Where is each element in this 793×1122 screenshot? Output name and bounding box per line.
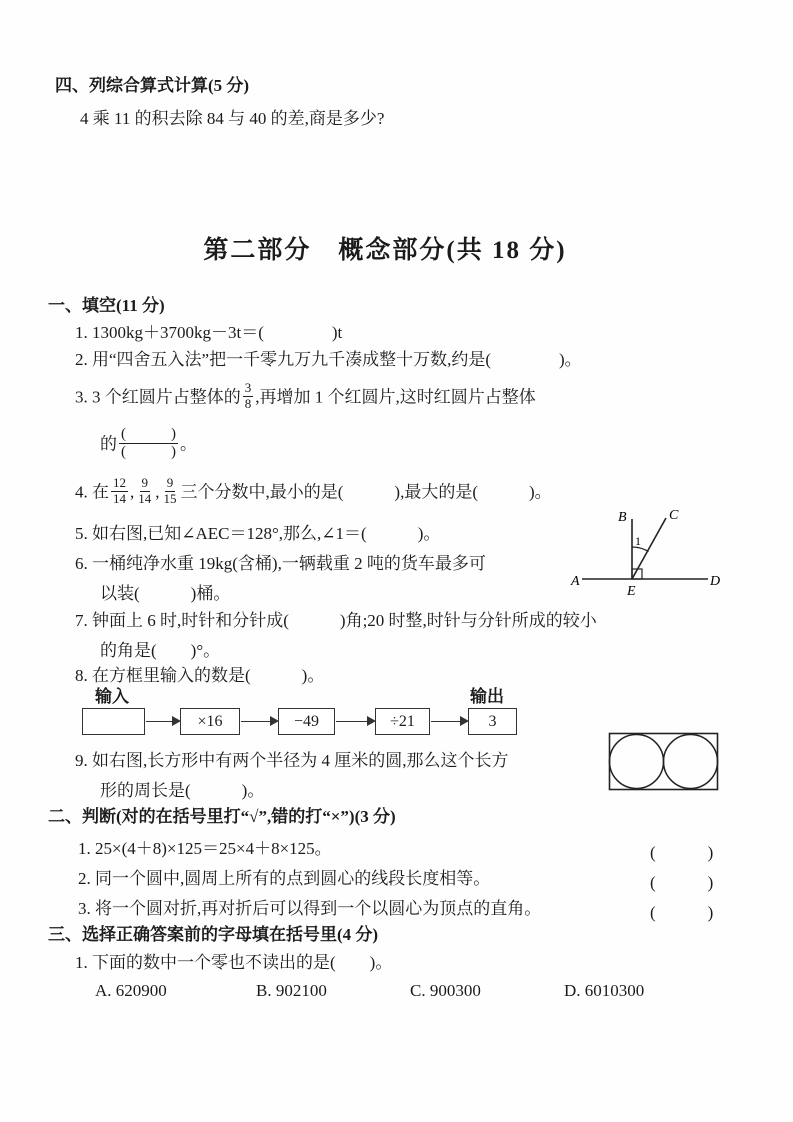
q4-text-pre: 4. 在 [75, 482, 109, 502]
choice-option-c: C. 900300 [410, 981, 481, 1000]
judge-answer-3: ( ) [650, 903, 720, 922]
judge-answer-2: ( ) [650, 873, 720, 892]
choice-option-d: D. 6010300 [564, 981, 645, 1000]
label-E: E [627, 584, 636, 599]
label-B: B [618, 510, 627, 525]
q4-comma-2: , [155, 482, 160, 502]
rectangle-circles-diagram [608, 732, 720, 792]
fill-q7-line1: 7. 钟面上 6 时,时针和分针成( )角;20 时整,时针与分针所成的较小 [75, 611, 597, 630]
flow-input-label: 输入 [95, 687, 129, 706]
fill-q2: 2. 用“四舍五入法”把一千零九万九千凑成整十万数,约是( )。 [75, 350, 582, 369]
judge-item-2: 2. 同一个圆中,圆周上所有的点到圆心的线段长度相等。 [78, 869, 491, 888]
section-four-problem: 4 乘 11 的积去除 84 与 40 的差,商是多少? [80, 109, 385, 128]
fill-q4 [75, 475, 552, 509]
choice-heading: 三、选择正确答案前的字母填在括号里(4 分) [48, 925, 379, 944]
judge-item-1: 1. 25×(4＋8)×125＝25×4＋8×125。 [78, 839, 332, 858]
label-A: A [571, 574, 580, 589]
q3-fraction: $\frac{3}{8}$ [244, 380, 252, 411]
fill-in-heading: 一、填空(11 分) [48, 296, 165, 315]
fill-q9-line1: 9. 如右图,长方形中有两个半径为 4 厘米的圆,那么这个长方 [75, 751, 509, 770]
q4-comma-1: , [130, 482, 135, 502]
fill-q5: 5. 如右图,已知∠AEC＝128°,那么,∠1＝( )。 [75, 524, 441, 543]
angle-diagram [570, 505, 720, 600]
flow-chart [82, 708, 517, 735]
judge-heading: 二、判断(对的在括号里打“√”,错的打“×”)(3 分) [48, 807, 396, 826]
arrow-right-icon [336, 721, 374, 723]
flow-box-input [82, 708, 145, 735]
label-C: C [669, 508, 679, 523]
q4-fraction-1: $\frac{12}{14}$ [113, 475, 126, 506]
q4-fraction-3: $\frac{9}{15}$ [163, 475, 177, 506]
fill-q9-line2: 形的周长是( )。 [100, 781, 265, 800]
flow-box-multiply: ×16 [180, 708, 240, 735]
flow-box-output: 3 [468, 708, 517, 735]
q3-answer-fraction: $\frac{( )}{( )}$ [121, 426, 176, 461]
part-two-title: 第二部分 概念部分(共 18 分) [203, 237, 567, 264]
arrow-right-icon [146, 721, 179, 723]
q4-text-post: 三个分数中,最小的是( ),最大的是( )。 [180, 482, 552, 502]
choice-option-b: B. 902100 [256, 981, 327, 1000]
flow-output-label: 输出 [470, 687, 504, 706]
q3-line2-pre: 的 [100, 434, 117, 454]
q3-text-post: ,再增加 1 个红圆片,这时红圆片占整体 [255, 387, 536, 407]
q3-line2-post: 。 [180, 434, 197, 454]
choice-option-a: A. 620900 [95, 981, 167, 1000]
fill-q6-line2: 以装( )桶。 [100, 584, 231, 603]
q3-text-pre: 3. 3 个红圆片占整体的 [75, 387, 241, 407]
label-D: D [710, 574, 720, 589]
arrow-right-icon [431, 721, 467, 723]
flow-box-subtract: −49 [278, 708, 335, 735]
fill-q1: 1. 1300kg＋3700kg－3t＝( )t [75, 323, 343, 342]
judge-answer-1: ( ) [650, 843, 720, 862]
section-four-heading: 四、列综合算式计算(5 分) [55, 76, 250, 95]
q4-fraction-2: $\frac{9}{14}$ [138, 475, 152, 506]
flow-box-divide: ÷21 [375, 708, 430, 735]
judge-item-3: 3. 将一个圆对折,再对折后可以得到一个以圆心为顶点的直角。 [78, 899, 542, 918]
fill-q8: 8. 在方框里输入的数是( )。 [75, 666, 325, 685]
fill-q7-line2: 的角是( )°。 [100, 641, 221, 660]
label-angle-1: 1 [635, 534, 641, 548]
choice-q1: 1. 下面的数中一个零也不读出的是( )。 [75, 953, 393, 972]
fill-q3-line1 [75, 380, 536, 414]
fill-q3-line2 [100, 428, 197, 464]
fill-q6-line1: 6. 一桶纯净水重 19kg(含桶),一辆载重 2 吨的货车最多可 [75, 554, 486, 573]
arrow-right-icon [241, 721, 277, 723]
